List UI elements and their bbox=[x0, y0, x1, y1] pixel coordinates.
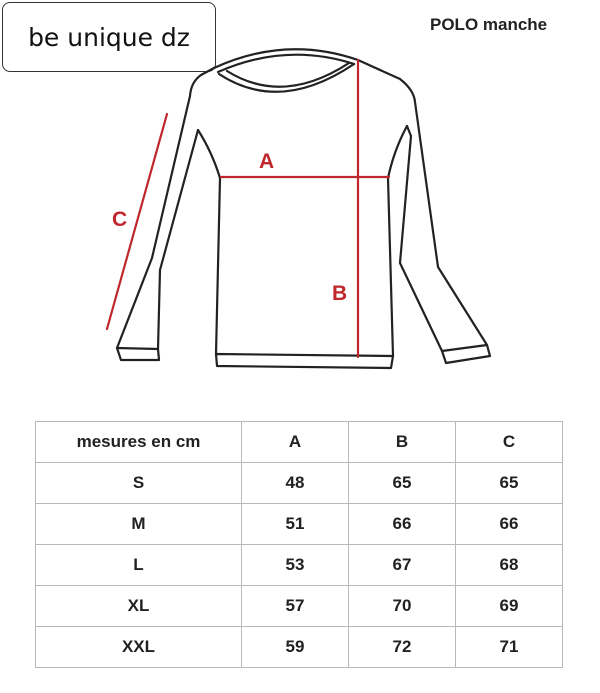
brand-label: be unique dz bbox=[2, 2, 216, 72]
header-b: B bbox=[349, 422, 456, 463]
size-cell: L bbox=[36, 545, 242, 586]
c-cell: 68 bbox=[456, 545, 563, 586]
measure-label-a: A bbox=[259, 150, 275, 173]
header-measures: mesures en cm bbox=[36, 422, 242, 463]
c-cell: 69 bbox=[456, 586, 563, 627]
table-row bbox=[36, 545, 563, 586]
c-cell: 71 bbox=[456, 627, 563, 668]
header-a: A bbox=[242, 422, 349, 463]
b-cell: 67 bbox=[349, 545, 456, 586]
a-cell: 51 bbox=[242, 504, 349, 545]
shirt-outline bbox=[117, 49, 490, 368]
size-chart-table bbox=[35, 421, 563, 668]
b-cell: 70 bbox=[349, 586, 456, 627]
size-cell: S bbox=[36, 463, 242, 504]
measurement-lines bbox=[107, 60, 389, 357]
a-cell: 48 bbox=[242, 463, 349, 504]
table-row bbox=[36, 504, 563, 545]
measure-label-c: C bbox=[112, 208, 128, 231]
a-cell: 57 bbox=[242, 586, 349, 627]
a-cell: 53 bbox=[242, 545, 349, 586]
b-cell: 66 bbox=[349, 504, 456, 545]
table-row bbox=[36, 627, 563, 668]
size-cell: XXL bbox=[36, 627, 242, 668]
product-title: POLO manche bbox=[430, 15, 548, 34]
c-cell: 65 bbox=[456, 463, 563, 504]
size-cell: XL bbox=[36, 586, 242, 627]
b-cell: 72 bbox=[349, 627, 456, 668]
table-header-row bbox=[36, 422, 563, 463]
table-row bbox=[36, 463, 563, 504]
measure-label-b: B bbox=[332, 282, 348, 305]
size-cell: M bbox=[36, 504, 242, 545]
c-cell: 66 bbox=[456, 504, 563, 545]
table-row bbox=[36, 586, 563, 627]
header-c: C bbox=[456, 422, 563, 463]
b-cell: 65 bbox=[349, 463, 456, 504]
a-cell: 59 bbox=[242, 627, 349, 668]
